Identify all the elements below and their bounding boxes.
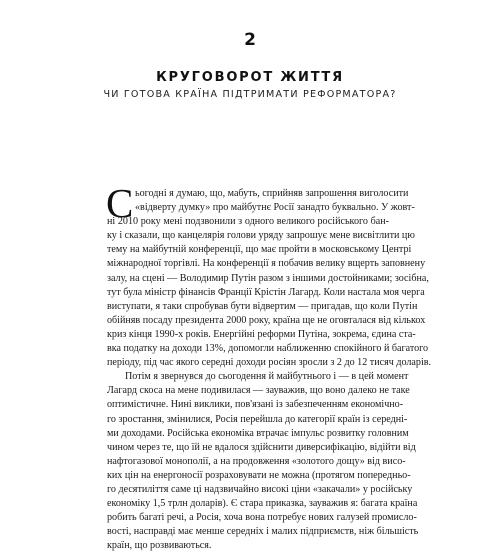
text-line: го зростання, змінилися, Росія перейшла до категорії країн із середні- bbox=[107, 413, 408, 425]
text-line: ких цін на енергоносії розраховувати не можна (протягом попередньо- bbox=[107, 469, 411, 481]
text-line: оптимістичне. Нині виклики, пов'язані із забезпеченням економічно- bbox=[107, 399, 404, 411]
chapter-title: КРУГОВОРОТ ЖИТТЯ bbox=[156, 70, 344, 85]
drop-cap: С bbox=[106, 180, 134, 226]
text-line: тему на майбутній конференції, що має пройти в московському Центрі bbox=[107, 244, 412, 256]
text-line: країн, що розвиваються. bbox=[107, 540, 212, 552]
text-line: криз кінця 1990-х років. Енергійні реформи Путіна, зокрема, єдина ста- bbox=[107, 328, 416, 340]
text-line: економіку 1,5 трлн доларів). Є стара приказка, зауважив я: багата країна bbox=[107, 498, 418, 510]
text-line: залу, на сцені — Володимир Путін разом з іншими достойниками; зосібна, bbox=[107, 272, 429, 284]
text-line: го десятиліття саме ці надзвичайно високі ціни «закачали» у російську bbox=[107, 483, 413, 495]
text-line: виступати, я таки спробував бути відвертим — пригадав, що коли Путін bbox=[107, 300, 418, 312]
text-line: обійняв посаду президента 2000 року, країна ще не оговталася від кількох bbox=[107, 314, 426, 326]
text-line: чином через те, що їй не вдалося здійснити диверсифікацію, відійти від bbox=[107, 441, 416, 453]
text-line: вка податку на доходи 13%, допомогли наближенню спокійного й багатого bbox=[107, 343, 429, 355]
text-line: ку і сказали, що канцелярія голови уряду запрошує мене висвітлити цю bbox=[107, 230, 415, 242]
text-line: «відверту думку» про майбутнє Росії занадто буквально. У жовт- bbox=[135, 202, 415, 214]
text-line: Лагард скоса на мене подивилася — зауважив, що воно далеко не таке bbox=[107, 385, 410, 397]
body-text bbox=[106, 180, 432, 553]
text-line: тут була міністр фінансів Франції Крістін Лагард. Коли настала моя черга bbox=[107, 286, 425, 298]
text-line: міжнародної торгівлі. На конференції я побачив велику вщерть заповнену bbox=[107, 258, 426, 270]
text-line: ми доходами. Російська економіка втрачає імпульс розвитку головним bbox=[107, 427, 409, 439]
text-line: ьогодні я думаю, що, мабуть, сприйняв запрошення виголосити bbox=[135, 188, 409, 199]
text-line: ні 2010 року мені подзвонили з одного великого російського бан- bbox=[107, 216, 389, 228]
chapter-number: 2 bbox=[244, 30, 256, 50]
text-line: вості, насправді має менше середніх і малих підприємств, ніж більшість bbox=[107, 526, 419, 538]
text-line: Потім я звернувся до сьогодення й майбутнього і — в цей момент bbox=[125, 371, 409, 383]
chapter-subtitle: ЧИ ГОТОВА КРАЇНА ПІДТРИМАТИ РЕФОРМАТОРА? bbox=[103, 89, 397, 100]
text-line: нафтогазової монополії, а на продовження «золотого дощу» від висо- bbox=[107, 455, 406, 467]
text-line: робить багаті речі, а Росія, хоча вона потребує нових галузей промисло- bbox=[107, 512, 417, 524]
text-line: періоду, під час якого середні доходи росіян зросли з 2 до 12 тисяч доларів. bbox=[107, 357, 432, 369]
